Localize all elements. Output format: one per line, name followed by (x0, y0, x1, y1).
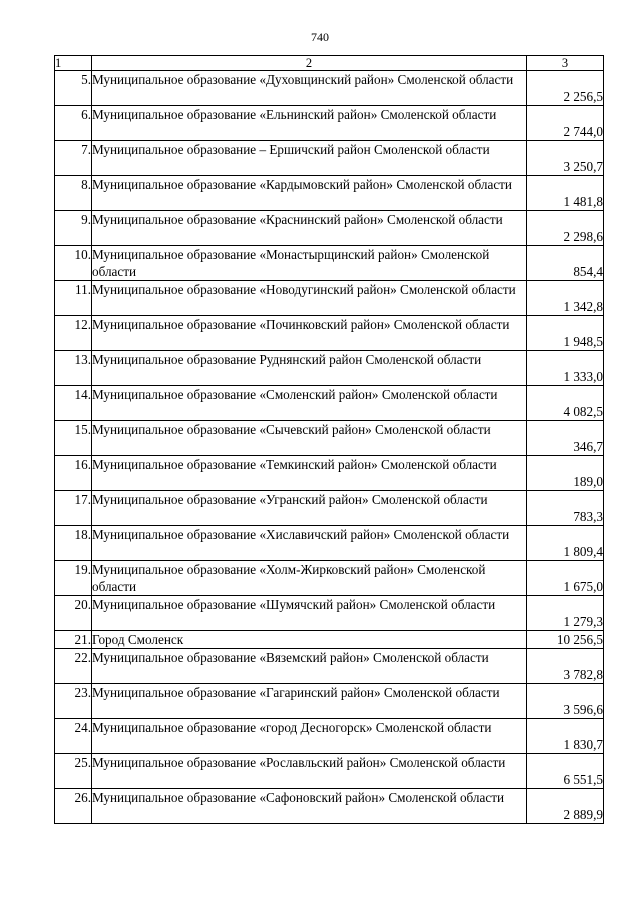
amount-value: 6 551,5 (527, 754, 604, 789)
table-row (55, 386, 604, 421)
row-number: 17. (55, 491, 92, 526)
municipality-name: Муниципальное образование «Смоленский район» Смоленской области (92, 386, 527, 421)
table-row (55, 754, 604, 789)
amount-value: 854,4 (527, 246, 604, 281)
municipality-name: Муниципальное образование «Новодугинский район» Смоленской области (92, 281, 527, 316)
table-row (55, 596, 604, 631)
table-row (55, 631, 604, 649)
amount-value: 3 250,7 (527, 141, 604, 176)
table-row (55, 316, 604, 351)
row-number: 16. (55, 456, 92, 491)
municipality-name: Муниципальное образование «Ельнинский район» Смоленской области (92, 106, 527, 141)
table-row (55, 561, 604, 596)
amount-value: 1 333,0 (527, 351, 604, 386)
row-number: 21. (55, 631, 92, 649)
row-number: 24. (55, 719, 92, 754)
table-row (55, 106, 604, 141)
row-number: 13. (55, 351, 92, 386)
municipality-name: Город Смоленск (92, 631, 527, 649)
municipality-name: Муниципальное образование «Гагаринский район» Смоленской области (92, 684, 527, 719)
amount-value: 4 082,5 (527, 386, 604, 421)
row-number: 10. (55, 246, 92, 281)
table-row (55, 649, 604, 684)
amount-value: 189,0 (527, 456, 604, 491)
municipality-name: Муниципальное образование «Краснинский район» Смоленской области (92, 211, 527, 246)
amount-value: 1 948,5 (527, 316, 604, 351)
amount-value: 1 830,7 (527, 719, 604, 754)
table-row (55, 71, 604, 106)
amount-value: 2 298,6 (527, 211, 604, 246)
table-row (55, 281, 604, 316)
table-row (55, 789, 604, 824)
amount-value: 2 256,5 (527, 71, 604, 106)
row-number: 22. (55, 649, 92, 684)
amount-value: 1 675,0 (527, 561, 604, 596)
table-row (55, 211, 604, 246)
row-number: 19. (55, 561, 92, 596)
amount-value: 3 596,6 (527, 684, 604, 719)
amount-value: 3 782,8 (527, 649, 604, 684)
municipality-name: Муниципальное образование «Угранский район» Смоленской области (92, 491, 527, 526)
row-number: 23. (55, 684, 92, 719)
row-number: 12. (55, 316, 92, 351)
table-row (55, 351, 604, 386)
amount-value: 1 279,3 (527, 596, 604, 631)
municipality-name: Муниципальное образование «Сафоновский район» Смоленской области (92, 789, 527, 824)
municipality-name: Муниципальное образование «Починковский район» Смоленской области (92, 316, 527, 351)
municipality-name: Муниципальное образование «Холм-Жирковский район» Смоленской области (92, 561, 527, 596)
row-number: 11. (55, 281, 92, 316)
table-header (55, 56, 604, 71)
municipality-name: Муниципальное образование «Темкинский район» Смоленской области (92, 456, 527, 491)
header-column-1: 1 (55, 56, 92, 71)
table-row (55, 456, 604, 491)
amount-value: 1 342,8 (527, 281, 604, 316)
municipality-name: Муниципальное образование «Кардымовский район» Смоленской области (92, 176, 527, 211)
table-row (55, 719, 604, 754)
table-body (55, 71, 604, 824)
row-number: 15. (55, 421, 92, 456)
table-row (55, 421, 604, 456)
row-number: 8. (55, 176, 92, 211)
page-number: 740 (311, 30, 329, 44)
table-row (55, 491, 604, 526)
row-number: 20. (55, 596, 92, 631)
amount-value: 1 481,8 (527, 176, 604, 211)
amount-value: 2 889,9 (527, 789, 604, 824)
municipality-name: Муниципальное образование «Духовщинский район» Смоленской области (92, 71, 527, 106)
row-number: 6. (55, 106, 92, 141)
amount-value: 783,3 (527, 491, 604, 526)
municipality-name: Муниципальное образование «город Десногорск» Смоленской области (92, 719, 527, 754)
header-column-2: 2 (92, 56, 527, 71)
row-number: 5. (55, 71, 92, 106)
municipality-name: Муниципальное образование «Шумячский район» Смоленской области (92, 596, 527, 631)
municipality-name: Муниципальное образование «Рославльский район» Смоленской области (92, 754, 527, 789)
municipality-name: Муниципальное образование «Хиславичский район» Смоленской области (92, 526, 527, 561)
table-row (55, 246, 604, 281)
table-row (55, 176, 604, 211)
municipality-name: Муниципальное образование «Вяземский район» Смоленской области (92, 649, 527, 684)
row-number: 25. (55, 754, 92, 789)
amount-value: 346,7 (527, 421, 604, 456)
row-number: 9. (55, 211, 92, 246)
row-number: 18. (55, 526, 92, 561)
row-number: 7. (55, 141, 92, 176)
amount-value: 2 744,0 (527, 106, 604, 141)
amount-value: 1 809,4 (527, 526, 604, 561)
table-row (55, 684, 604, 719)
table-row (55, 526, 604, 561)
header-column-3: 3 (527, 56, 604, 71)
municipality-name: Муниципальное образование – Ершичский район Смоленской области (92, 141, 527, 176)
municipality-name: Муниципальное образование Руднянский район Смоленской области (92, 351, 527, 386)
table-row (55, 141, 604, 176)
row-number: 26. (55, 789, 92, 824)
municipality-name: Муниципальное образование «Сычевский район» Смоленской области (92, 421, 527, 456)
row-number: 14. (55, 386, 92, 421)
amount-value: 10 256,5 (527, 631, 604, 649)
municipality-name: Муниципальное образование «Монастырщинский район» Смоленской области (92, 246, 527, 281)
allocation-table (54, 55, 604, 824)
